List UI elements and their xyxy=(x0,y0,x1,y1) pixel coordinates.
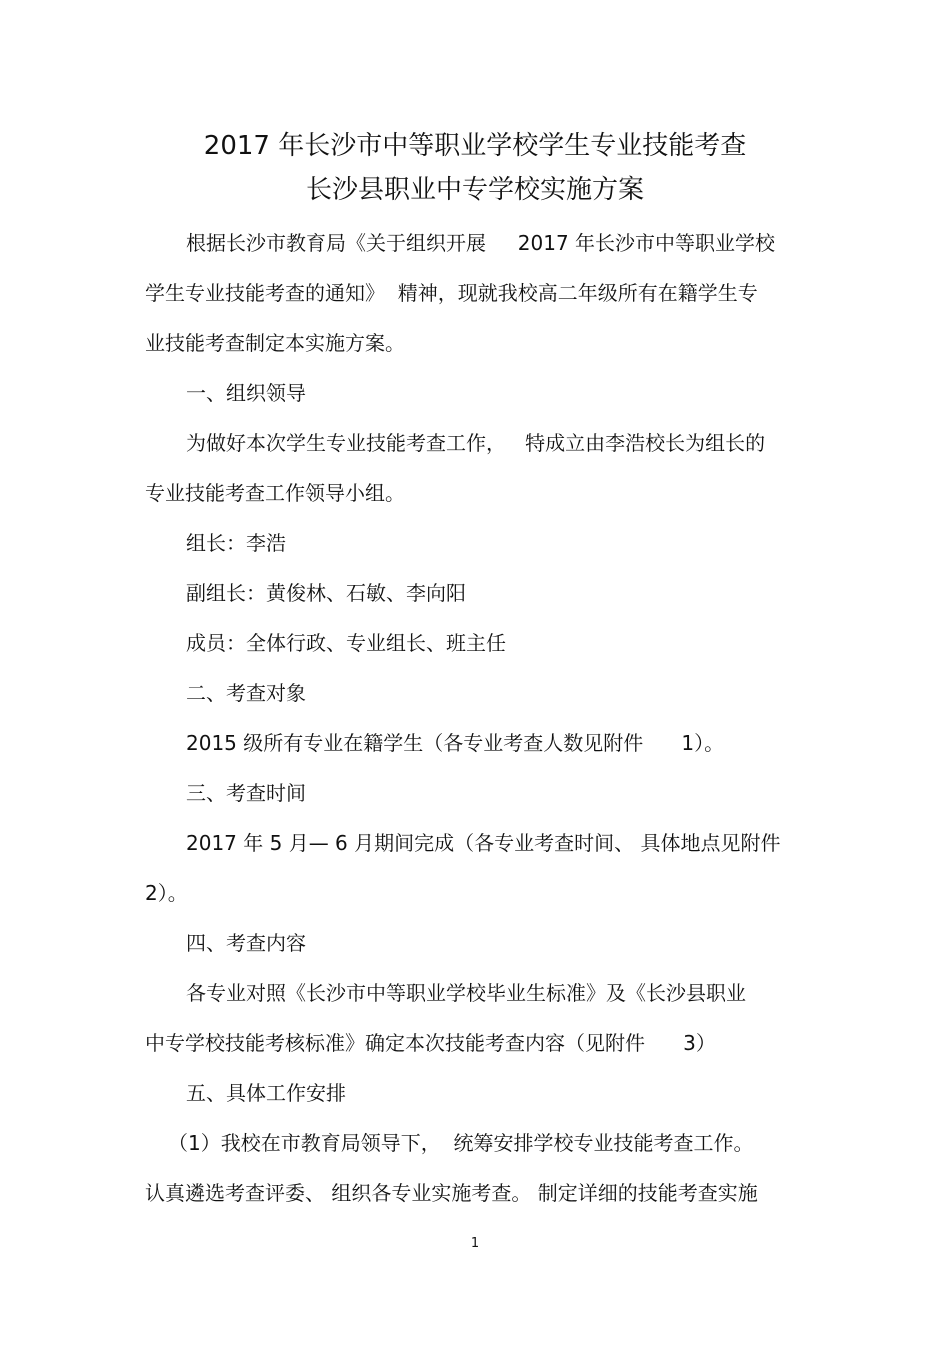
paragraph-line: 各专业对照《长沙市中等职业学校毕业生标准》及《长沙县职业 xyxy=(186,981,746,1005)
paragraph-line: 2017 年 5 月— 6 月期间完成（各专业考查时间、 具体地点见附件 xyxy=(186,831,781,855)
paragraph-line: 成员：全体行政、专业组长、班主任 xyxy=(186,631,506,655)
paragraph-line: 专业技能考查工作领导小组。 xyxy=(145,481,405,505)
paragraph-line: （1）我校在市教育局领导下， 统筹安排学校专业技能考查工作。 xyxy=(168,1131,754,1155)
paragraph-line: 为做好本次学生专业技能考查工作， 特成立由李浩校长为组长的 xyxy=(186,431,766,455)
section-heading: 一、组织领导 xyxy=(186,381,306,405)
paragraph-line: 根据长沙市教育局《关于组织开展 2017 年长沙市中等职业学校 xyxy=(186,231,776,255)
document-title-line-2: 长沙县职业中专学校实施方案 xyxy=(305,175,644,205)
page-number: 1 xyxy=(470,1236,480,1251)
section-heading: 五、具体工作安排 xyxy=(186,1081,346,1105)
paragraph-line: 2）。 xyxy=(145,881,188,905)
paragraph-line: 中专学校技能考核标准》确定本次技能考查内容（见附件 3） xyxy=(145,1031,716,1055)
paragraph-line: 认真遴选考查评委、 组织各专业实施考查。 制定详细的技能考查实施 xyxy=(145,1181,758,1205)
paragraph-line: 组长：李浩 xyxy=(186,531,286,555)
section-heading: 四、考查内容 xyxy=(186,931,306,955)
section-heading: 二、考查对象 xyxy=(186,681,306,705)
paragraph-line: 业技能考查制定本实施方案。 xyxy=(145,331,405,355)
document-title-line-1: 2017 年长沙市中等职业学校学生专业技能考查 xyxy=(203,131,747,161)
paragraph-line: 2015 级所有专业在籍学生（各专业考查人数见附件 1）。 xyxy=(186,731,725,755)
paragraph-line: 学生专业技能考查的通知》 精神，现就我校高二年级所有在籍学生专 xyxy=(145,281,758,305)
paragraph-line: 副组长：黄俊林、石敏、李向阳 xyxy=(186,581,466,605)
section-heading: 三、考查时间 xyxy=(186,781,306,805)
